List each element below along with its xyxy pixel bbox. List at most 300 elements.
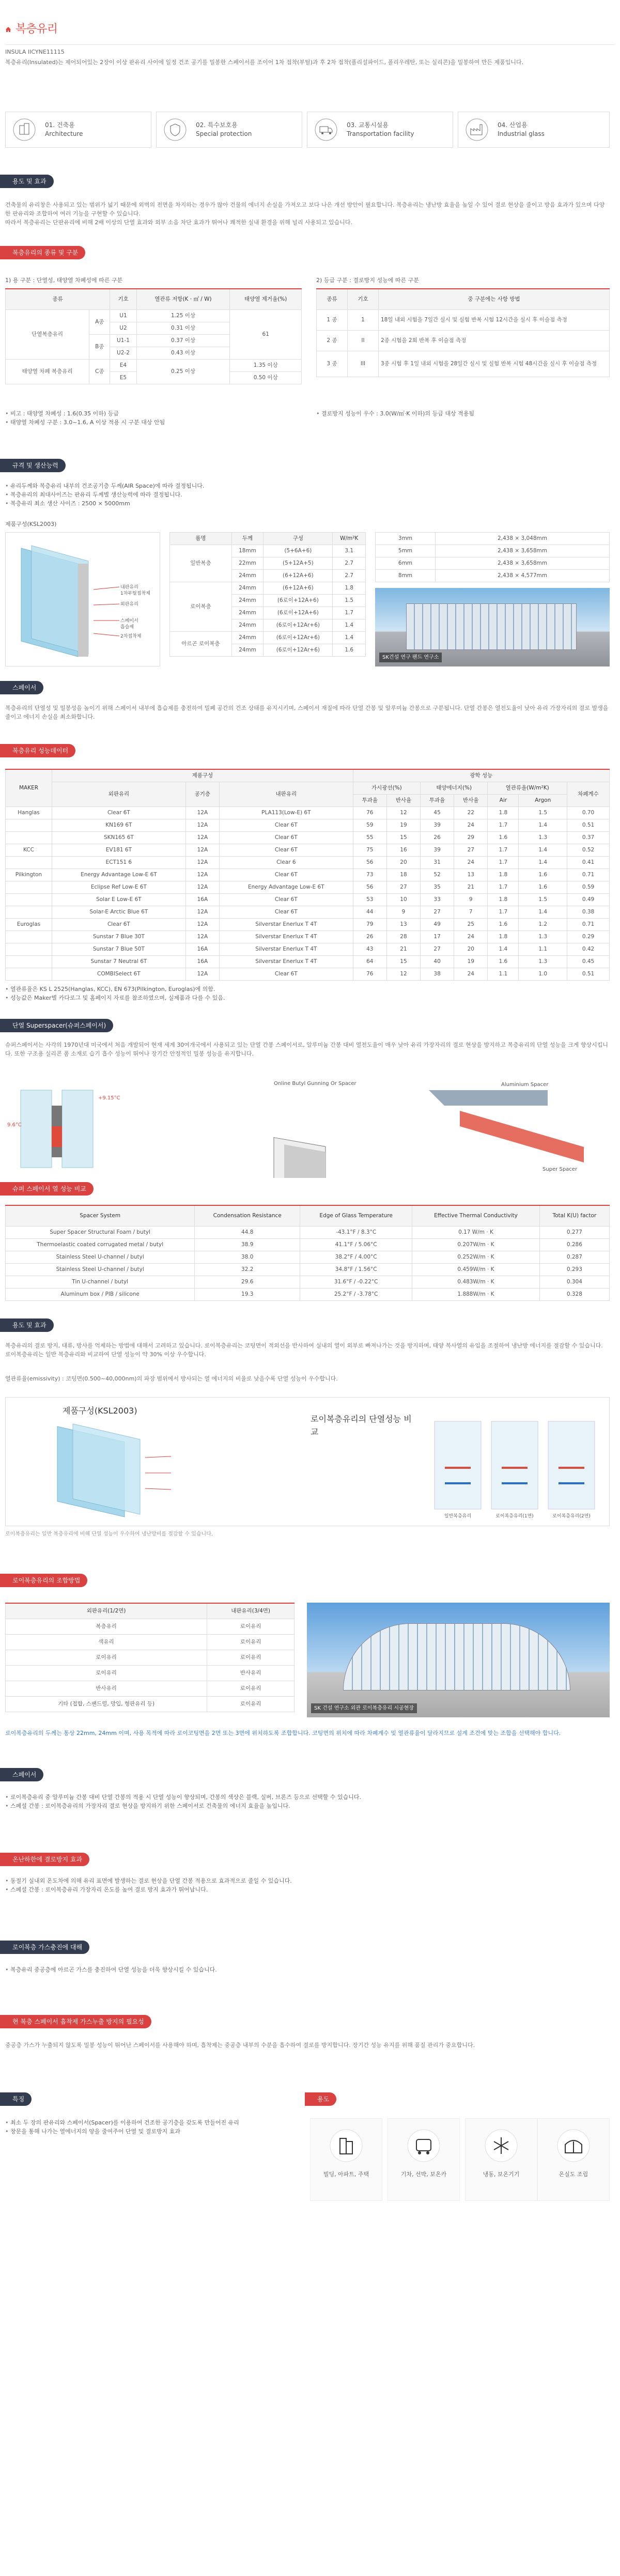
cell: 12A bbox=[185, 819, 219, 831]
diagram-caption: 로이복층유리는 일반 복층유리에 비해 단열 성능이 우수하여 냉난방비를 절감할 수 있습니다. bbox=[5, 1531, 213, 1537]
diagram-label: Online Butyl Gunning Or Spacer bbox=[274, 1081, 357, 1087]
cell: 29 bbox=[454, 831, 488, 844]
th: MAKER bbox=[6, 769, 52, 806]
cell: 44.8 bbox=[195, 1226, 300, 1238]
performance-rows bbox=[6, 806, 610, 980]
feature-subtitle: Special protection bbox=[196, 130, 252, 137]
th: Total K(U) factor bbox=[539, 1205, 609, 1226]
cell: 64 bbox=[353, 955, 386, 968]
cell: 38.9 bbox=[195, 1238, 300, 1251]
cell: 25 bbox=[454, 918, 488, 930]
use-label: 기차, 선박, 보온카 bbox=[400, 2171, 447, 2178]
list-item: • 로이복층유리 중 알루미늄 간봉 대비 단열 간봉의 적용 시 단열 성능이 향상되며, 간봉의 색상은 블랙, 실버, 브론즈 등으로 선택할 수 있습니다. bbox=[5, 1793, 610, 1802]
cell bbox=[6, 968, 52, 980]
cell: 12A bbox=[185, 844, 219, 856]
cell: 로이유리 bbox=[207, 1619, 295, 1634]
cell: 0.49 bbox=[567, 893, 610, 906]
subheading: 제품구성(KSL2003) bbox=[63, 1406, 137, 1416]
cell: 2종 시험을 2회 반복 후 이슬점 측정 bbox=[379, 330, 610, 351]
cell bbox=[6, 856, 52, 868]
cell: 56 bbox=[353, 881, 386, 893]
cell: 34.8°F / 1.56°C bbox=[300, 1263, 412, 1276]
cell: 12A bbox=[185, 806, 219, 819]
factory-icon bbox=[466, 118, 488, 141]
cell bbox=[6, 831, 52, 844]
glass-diagram-box bbox=[5, 532, 160, 666]
cell: 0.59 bbox=[567, 881, 610, 893]
size-table bbox=[375, 532, 610, 582]
cell: (6+12A+6) bbox=[264, 570, 333, 582]
cell: 반사유리 bbox=[6, 1681, 207, 1696]
cell: 1.6 bbox=[333, 644, 366, 657]
table-row bbox=[6, 930, 610, 943]
title-divider bbox=[5, 44, 615, 45]
cell: 29.6 bbox=[195, 1276, 300, 1288]
cell: B종 bbox=[89, 334, 110, 359]
cell: 0.31 이상 bbox=[136, 322, 230, 334]
cell: 단열복층유리 bbox=[6, 309, 89, 359]
cell: 27 bbox=[386, 881, 420, 893]
cell: 반사유리 bbox=[207, 1665, 295, 1681]
cell: Pilkington bbox=[6, 868, 52, 881]
cell: 1.4 bbox=[519, 856, 567, 868]
cell bbox=[6, 930, 52, 943]
cell: 12A bbox=[185, 831, 219, 844]
cell: 39 bbox=[421, 844, 454, 856]
th: 반사율 bbox=[454, 794, 488, 806]
cell: (6로이+12A+6) bbox=[264, 595, 333, 607]
cell: 12A bbox=[185, 930, 219, 943]
cell: 1.7 bbox=[488, 856, 519, 868]
section-text: 복층유리의 단열성 및 밀봉성을 높이기 위해 스페이서 내부에 흡습제를 충전하여 밀폐 공간의 건조 상태를 유지시키며, 스페이서 재질에 따라 단열 간봉 및 알루미늄 간봉으로 구분됩니다. 단열 간봉은 열전도율이 낮아 유리 가장자리의 결로 발생을 줄이고 에너지 손실을 최소화합니다. bbox=[5, 705, 609, 721]
cell bbox=[6, 943, 52, 955]
cell: 1.1 bbox=[519, 943, 567, 955]
subheading: 제품구성(KSL2003) bbox=[5, 521, 57, 527]
feature-title: 02. 특수보호용 bbox=[196, 121, 238, 129]
th: W/m²K bbox=[333, 533, 366, 545]
cell: 0.71 bbox=[567, 868, 610, 881]
subheading: 로이복층유리의 단열성능 비교 bbox=[311, 1414, 412, 1437]
cell: 28 bbox=[386, 930, 420, 943]
section-header: 규격 및 생산능력 bbox=[5, 459, 66, 472]
cell: C종 bbox=[89, 359, 110, 384]
cell: Eclipse Ref Low-E 6T bbox=[52, 881, 186, 893]
cell: Clear 6 bbox=[219, 856, 353, 868]
type-table bbox=[5, 288, 302, 384]
cell: Silverstar Enerlux T 4T bbox=[219, 930, 353, 943]
cell: 로이유리 bbox=[207, 1634, 295, 1650]
cell: 1.8 bbox=[488, 868, 519, 881]
cell: E4 bbox=[110, 359, 136, 371]
use-greenhouse bbox=[537, 2118, 610, 2201]
cell: 27 bbox=[421, 906, 454, 918]
cell: U2-2 bbox=[110, 347, 136, 359]
table-row bbox=[6, 918, 610, 930]
section-header: 단열 Superspacer(슈퍼스페이서) bbox=[5, 1019, 113, 1032]
cell: 32.2 bbox=[195, 1263, 300, 1276]
feature-list bbox=[5, 2118, 295, 2136]
use-cooling bbox=[465, 2118, 537, 2201]
section-header: 온난하한에 결로방지 효과 bbox=[5, 1853, 89, 1866]
cell: PLA113(Low-E) 6T bbox=[219, 806, 353, 819]
section-text: 슈퍼스페이서는 사각의 1970년대 미국에서 처음 개발되어 현재 세계 30여개국에서 사용되고 있는 단열 간봉 스페이서로, 알루미늄 간봉 대비 열전도율이 매우 낮아 유리 가장자리의 결로 현상을 방지하고 복층유리의 단열 성능을 크게 향상시킵니다. 또한 구조용 실리콘 폼 소재로 습기 흡수 성능이 뛰어나 장기간 안정적인 밀봉 성능을 유지합니다. bbox=[5, 1042, 608, 1058]
cell: Clear 6T bbox=[219, 831, 353, 844]
cell: 12 bbox=[386, 968, 420, 980]
cell: Sunstar 7 Blue 50T bbox=[52, 943, 186, 955]
cell bbox=[6, 893, 52, 906]
cell: 0.45 bbox=[567, 955, 610, 968]
cell: 로이유리 bbox=[207, 1650, 295, 1665]
cell: 43 bbox=[353, 943, 386, 955]
th: 외판유리(1/2면) bbox=[6, 1603, 207, 1619]
feature-title: 04. 산업용 bbox=[498, 121, 528, 129]
svg-text:1차부틸접착제: 1차부틸접착제 bbox=[120, 591, 150, 596]
building-photo bbox=[307, 1603, 610, 1717]
cell: U1-1 bbox=[110, 334, 136, 347]
cell: 27 bbox=[454, 844, 488, 856]
table-row bbox=[6, 831, 610, 844]
cell: 35 bbox=[421, 881, 454, 893]
greenhouse-icon bbox=[557, 2129, 590, 2162]
cell: Aluminum box / PIB / silicone bbox=[6, 1288, 195, 1300]
th: 구성 bbox=[264, 533, 333, 545]
table-caption: 2) 등급 구분 : 결로방지 성능에 따른 구분 bbox=[316, 277, 419, 284]
cell: 1.888W/m · K bbox=[412, 1288, 539, 1300]
cell: 0.41 bbox=[567, 856, 610, 868]
cell: 1.6 bbox=[519, 868, 567, 881]
list-item: • 최소 두 장의 판유리와 스페이서(Spacer)를 이용하여 건조한 공기층을 갖도록 만들어진 유리 bbox=[5, 2118, 295, 2127]
cell: 1.6 bbox=[519, 881, 567, 893]
list-item: • 창문을 통해 나가는 열에너지의 양을 줄여주어 단열 및 결로방지 효과 bbox=[5, 2127, 295, 2136]
cell: 24mm bbox=[231, 582, 264, 595]
cell: 9 bbox=[386, 906, 420, 918]
cell: SKN165 6T bbox=[52, 831, 186, 844]
building-icon bbox=[330, 2129, 363, 2162]
cell: (6+12A+6) bbox=[264, 582, 333, 595]
cell: 55 bbox=[353, 831, 386, 844]
cell: 0.293 bbox=[539, 1263, 609, 1276]
th: 중 구분에는 사항 방법 bbox=[379, 289, 610, 309]
cell: EV181 6T bbox=[52, 844, 186, 856]
cell: 1.7 bbox=[333, 607, 366, 619]
cell: Clear 6T bbox=[219, 968, 353, 980]
th: 두께 bbox=[231, 533, 264, 545]
cell: 2.7 bbox=[333, 557, 366, 570]
th: 차폐계수 bbox=[567, 782, 610, 806]
cell: 0.50 이상 bbox=[230, 371, 302, 384]
section-text: 로이복층유리의 두께는 통상 22mm, 24mm 이며, 사용 목적에 따라 로이코팅면을 2면 또는 3면에 위치하도록 조합합니다. 코팅면의 위치에 따라 차폐계수 및 열관류율이 달라지므로 설계 조건에 맞는 조합을 선택해야 합니다. bbox=[5, 1730, 561, 1736]
cell: 0.287 bbox=[539, 1251, 609, 1263]
th: Condensation Resistance bbox=[195, 1205, 300, 1226]
cell: Energy Advantage Low-E 6T bbox=[52, 868, 186, 881]
feature-architecture bbox=[5, 112, 151, 148]
cell: 59 bbox=[353, 819, 386, 831]
th: Argon bbox=[519, 794, 567, 806]
cell bbox=[6, 906, 52, 918]
intro-text: 복층유리(Insulated)는 제어되어있는 2장이 이상 판유리 사이에 일정 건조 공기를 밀봉한 스페이서를 조이어 1차 접착(부틸)과 후 2차 접착(폴리설파이드, 폴리우레탄, 또는 실리콘)을 밀봉하여 만든 제품입니다. bbox=[5, 59, 524, 66]
cell: 1 bbox=[348, 309, 379, 330]
th: 내판유리(3/4면) bbox=[207, 1603, 295, 1619]
cell: 76 bbox=[353, 968, 386, 980]
cell: 38 bbox=[421, 968, 454, 980]
cell: 0.38 bbox=[567, 906, 610, 918]
spacer-comparison-table bbox=[5, 1205, 610, 1301]
spec-list bbox=[5, 482, 204, 508]
cell: 0.304 bbox=[539, 1276, 609, 1288]
cell: 0.51 bbox=[567, 819, 610, 831]
list-item: • 열관류율은 KS L 2525(Hanglas, KCC), EN 673(Pilkington, Euroglas)에 의함. bbox=[5, 985, 225, 994]
th: 태양열 제거율(%) bbox=[230, 289, 302, 309]
cell: 24mm bbox=[231, 595, 264, 607]
page-title: 복층유리 bbox=[16, 23, 58, 36]
cell: 1.8 bbox=[488, 806, 519, 819]
svg-text:2차접착제: 2차접착제 bbox=[120, 634, 142, 639]
cell: KN169 6T bbox=[52, 819, 186, 831]
th: Edge of Glass Temperature bbox=[300, 1205, 412, 1226]
cell: Clear 6T bbox=[219, 893, 353, 906]
use-vehicle bbox=[388, 2118, 460, 2201]
table-row bbox=[6, 856, 610, 868]
low-e-diagram-box bbox=[5, 1397, 610, 1526]
cell: 5mm bbox=[376, 545, 436, 557]
cell: 2,438 × 3,658mm bbox=[435, 557, 609, 570]
cell: 16A bbox=[185, 955, 219, 968]
cell: 15 bbox=[386, 955, 420, 968]
cell: Solar-E Arctic Blue 6T bbox=[52, 906, 186, 918]
condensation-list bbox=[5, 1876, 610, 1894]
table-row bbox=[6, 844, 610, 856]
cell: 12A bbox=[185, 868, 219, 881]
cell: 16 bbox=[386, 844, 420, 856]
superspacer-diagrams bbox=[5, 1075, 610, 1178]
cell: 7 bbox=[454, 906, 488, 918]
cell: II bbox=[348, 330, 379, 351]
cell: 13 bbox=[386, 918, 420, 930]
cell: 44 bbox=[353, 906, 386, 918]
cell: 1.5 bbox=[519, 893, 567, 906]
section-header: 용도 및 효과 bbox=[5, 1318, 54, 1332]
section-text: 열관류율(emissivity) : 코팅면(0.500~40,000nm)의 파장 범위에서 방사되는 열 에너지의 비율로 낮을수록 단열 성능이 우수합니다. bbox=[5, 1375, 338, 1382]
table-row bbox=[6, 893, 610, 906]
cell: (6로이+12Ar+6) bbox=[264, 632, 333, 644]
cell: U2 bbox=[110, 322, 136, 334]
cell: 1.4 bbox=[333, 619, 366, 632]
section-header: 현 복층 스페이서 흡착제 가스누출 방지의 필요성 bbox=[5, 2015, 151, 2028]
svg-text:스페이서: 스페이서 bbox=[120, 618, 138, 624]
cell: 1.4 bbox=[519, 844, 567, 856]
cell: 2.7 bbox=[333, 570, 366, 582]
cell: 1.1 bbox=[488, 968, 519, 980]
cell: 12A bbox=[185, 968, 219, 980]
cell: 31 bbox=[421, 856, 454, 868]
list-item: • 비고 : 태양열 차폐성 : 1.6(0.35 이하) 등급 bbox=[5, 409, 165, 418]
section-header: 로이복층 가스충진에 대해 bbox=[5, 1941, 89, 1954]
cell: 복층유리 bbox=[6, 1619, 207, 1634]
cell bbox=[6, 819, 52, 831]
cell: 색유리 bbox=[6, 1634, 207, 1650]
cell: 1.7 bbox=[488, 819, 519, 831]
th: 제품구성 bbox=[52, 769, 353, 782]
cell: U1 bbox=[110, 309, 136, 322]
cell: 1.8 bbox=[333, 582, 366, 595]
cell: 0.51 bbox=[567, 968, 610, 980]
section-header: 용도 bbox=[310, 2092, 336, 2106]
cell: Silverstar Enerlux T 4T bbox=[219, 943, 353, 955]
list-item: • 스페셜 간봉 : 로이복층유리의 가장자리 결로 현상을 방지하기 위한 스페이서로 건축물의 에너지 효율을 높입니다. bbox=[5, 1802, 610, 1810]
cell: 1.7 bbox=[488, 844, 519, 856]
cell: 49 bbox=[421, 918, 454, 930]
cell: 1.8 bbox=[488, 893, 519, 906]
list-item: • 동절기 실내외 온도차에 의해 유리 표면에 발생하는 결로 현상을 단열 간봉 적용으로 효과적으로 줄일 수 있습니다. bbox=[5, 1876, 610, 1885]
page-title-row bbox=[5, 21, 57, 38]
cell: 24mm bbox=[231, 644, 264, 657]
temperature-label: 9.6°C bbox=[7, 1122, 22, 1128]
cell: Super Spacer Structural Foam / butyl bbox=[6, 1226, 195, 1238]
svg-text:흡습제: 흡습제 bbox=[120, 625, 134, 630]
cell: 21 bbox=[454, 881, 488, 893]
cell: 2,438 × 3,048mm bbox=[435, 533, 609, 545]
list-item: • 스페셜 간봉 : 로이복층유리 가장자리 온도를 높여 결로 방지 효과가 뛰어납니다. bbox=[5, 1885, 610, 1894]
cell: 3종 시험 후 1일 내외 시험을 28일간 실시 및 실험 반복 시험 48시간을 실시 후 이슬점 측정 bbox=[379, 351, 610, 377]
cell: 12 bbox=[386, 806, 420, 819]
cell: 로이유리 bbox=[207, 1696, 295, 1712]
feature-subtitle: Transportation facility bbox=[347, 130, 414, 137]
cell: 1.0 bbox=[519, 968, 567, 980]
cell: 20 bbox=[386, 856, 420, 868]
cell: 18 bbox=[386, 868, 420, 881]
cell: Clear 6T bbox=[219, 819, 353, 831]
cell: 6mm bbox=[376, 557, 436, 570]
cell: ECT151 6 bbox=[52, 856, 186, 868]
cell: 0.483W/m · K bbox=[412, 1276, 539, 1288]
cell: 0.71 bbox=[567, 918, 610, 930]
cell: 1.2 bbox=[519, 918, 567, 930]
cell: 1.4 bbox=[519, 819, 567, 831]
table-row bbox=[6, 819, 610, 831]
cell: 태양열 차폐 복층유리 bbox=[6, 359, 89, 384]
cell: 12A bbox=[185, 881, 219, 893]
cell: 2,438 × 4,577mm bbox=[435, 570, 609, 582]
thickness-table bbox=[169, 532, 366, 657]
insulation-compare-diagram bbox=[429, 1406, 605, 1519]
cell: 1.6 bbox=[488, 918, 519, 930]
cell: 10 bbox=[386, 893, 420, 906]
feature-title: 03. 교통시설용 bbox=[347, 121, 389, 129]
cell: III bbox=[348, 351, 379, 377]
table-row bbox=[6, 968, 610, 980]
cell: 19 bbox=[386, 819, 420, 831]
cell: Sunstar 7 Blue 30T bbox=[52, 930, 186, 943]
cell: (6로이+12Ar+6) bbox=[264, 644, 333, 657]
cell: 8mm bbox=[376, 570, 436, 582]
cell: 로이유리 bbox=[207, 1681, 295, 1696]
cell: 45 bbox=[421, 806, 454, 819]
cell: 3 종 bbox=[317, 351, 348, 377]
cell: 13 bbox=[454, 868, 488, 881]
cell: 0.277 bbox=[539, 1226, 609, 1238]
cell: 1.7 bbox=[488, 906, 519, 918]
svg-text:외판유리: 외판유리 bbox=[120, 602, 138, 607]
section-text: 복층유리의 결로 방지, 대류, 방사를 억제하는 방법에 대해서 고려하고 있습니다. 로이복층유리는 코팅면이 적외선을 반사하여 실내의 열이 외부로 빠져나가는 것을 방지하며, 태양 복사열의 유입을 조절하여 냉난방 에너지를 절감할 수 있습니다. 로이복층유리는 일반 복층유리와 비교하여 단열 성능이 약 30% 이상 우수합니다. bbox=[5, 1342, 603, 1358]
th: Spacer System bbox=[6, 1205, 195, 1226]
notes-list bbox=[5, 985, 225, 1002]
cell: 15 bbox=[386, 831, 420, 844]
cell: 9 bbox=[454, 893, 488, 906]
cell: 0.17 W/m · K bbox=[412, 1226, 539, 1238]
cell: Clear 6T bbox=[219, 844, 353, 856]
cell: 24 bbox=[454, 930, 488, 943]
cell: 1.4 bbox=[333, 632, 366, 644]
snowflake-icon bbox=[485, 2129, 518, 2162]
cell: 0.52 bbox=[567, 844, 610, 856]
feature-subtitle: Architecture bbox=[45, 130, 83, 137]
truck-icon bbox=[315, 118, 337, 141]
cell: 3.1 bbox=[333, 545, 366, 557]
cell: (6로이+12A+6) bbox=[264, 607, 333, 619]
th: 가시광선(%) bbox=[353, 782, 420, 794]
th: 기호 bbox=[348, 289, 379, 309]
cell: 76 bbox=[353, 806, 386, 819]
cell: 12A bbox=[185, 918, 219, 930]
cell: 16A bbox=[185, 893, 219, 906]
th: 종류 bbox=[6, 289, 110, 309]
cell: 33 bbox=[421, 893, 454, 906]
cell: 2 종 bbox=[317, 330, 348, 351]
cell: 26 bbox=[421, 831, 454, 844]
insulated-glass-diagram bbox=[11, 538, 156, 662]
cell: 일반복층 bbox=[170, 545, 232, 582]
cell: Clear 6T bbox=[219, 906, 353, 918]
th: 내판유리 bbox=[219, 782, 353, 806]
cell: 56 bbox=[353, 856, 386, 868]
cell: 1.4 bbox=[519, 906, 567, 918]
photo-caption: SK 건설 연구소 외관 로이복층유리 시공현장 bbox=[311, 1703, 417, 1714]
feature-industrial bbox=[458, 112, 610, 148]
cell: 1.4 bbox=[488, 943, 519, 955]
th: 종류 bbox=[317, 289, 348, 309]
table-row bbox=[6, 881, 610, 893]
cell: 39 bbox=[421, 819, 454, 831]
th: 태양에너지(%) bbox=[421, 782, 488, 794]
cell: Clear 6T bbox=[52, 806, 186, 819]
cell: 16A bbox=[185, 943, 219, 955]
cell: 12A bbox=[185, 906, 219, 918]
cell: 18mm bbox=[231, 545, 264, 557]
feature-special bbox=[156, 112, 302, 148]
cell: (6로이+12Ar+6) bbox=[264, 619, 333, 632]
section-text: 따라서 복층유리는 단판유리에 비해 2배 이상의 단열 효과와 외부 소음 차단 효과가 뛰어나 쾌적한 실내 환경을 위해 널리 사용되고 있습니다. bbox=[5, 219, 352, 226]
cell: Silverstar Enerlux T 4T bbox=[219, 918, 353, 930]
notes-list bbox=[5, 409, 165, 427]
list-item: • 복층유리 중공층에 아르곤 가스를 충진하여 단열 성능을 더욱 향상시킬 수 있습니다. bbox=[5, 1965, 610, 1974]
list-item: • 복층유리 최소 생산 사이즈 : 2500 × 5000mm bbox=[5, 499, 204, 508]
home-icon[interactable] bbox=[5, 26, 11, 33]
spacer-list bbox=[5, 1793, 610, 1810]
section-text: 중공층 가스가 누출되지 않도록 밀봉 성능이 뛰어난 스페이서를 사용해야 하며, 흡착제는 중공층 내부의 수분을 흡수하여 결로를 방지합니다. 장기간 성능 유지를 위해 품질 관리가 중요합니다. bbox=[5, 2042, 475, 2049]
cell: 53 bbox=[353, 893, 386, 906]
cell: 18일 내외 시험을 7일간 실시 및 실험 반복 시험 12시간을 실시 후 이슬점 측정 bbox=[379, 309, 610, 330]
list-item: • 태양열 차폐성 구분 : 3.0~1.6, A 이상 적용 시 구분 대상 안됨 bbox=[5, 418, 165, 427]
cell: Solar E Low-E 6T bbox=[52, 893, 186, 906]
cell: 1.5 bbox=[333, 595, 366, 607]
cell: 12A bbox=[185, 856, 219, 868]
cell: 31.6°F / -0.22°C bbox=[300, 1276, 412, 1288]
cell: Tin U-channel / butyl bbox=[6, 1276, 195, 1288]
notes-list bbox=[316, 409, 474, 418]
table-caption: 1) 용 구분 : 단열성, 태양열 차폐성에 따른 구분 bbox=[5, 277, 123, 284]
th: 외판유리 bbox=[52, 782, 186, 806]
cell: 로이유리 bbox=[6, 1650, 207, 1665]
